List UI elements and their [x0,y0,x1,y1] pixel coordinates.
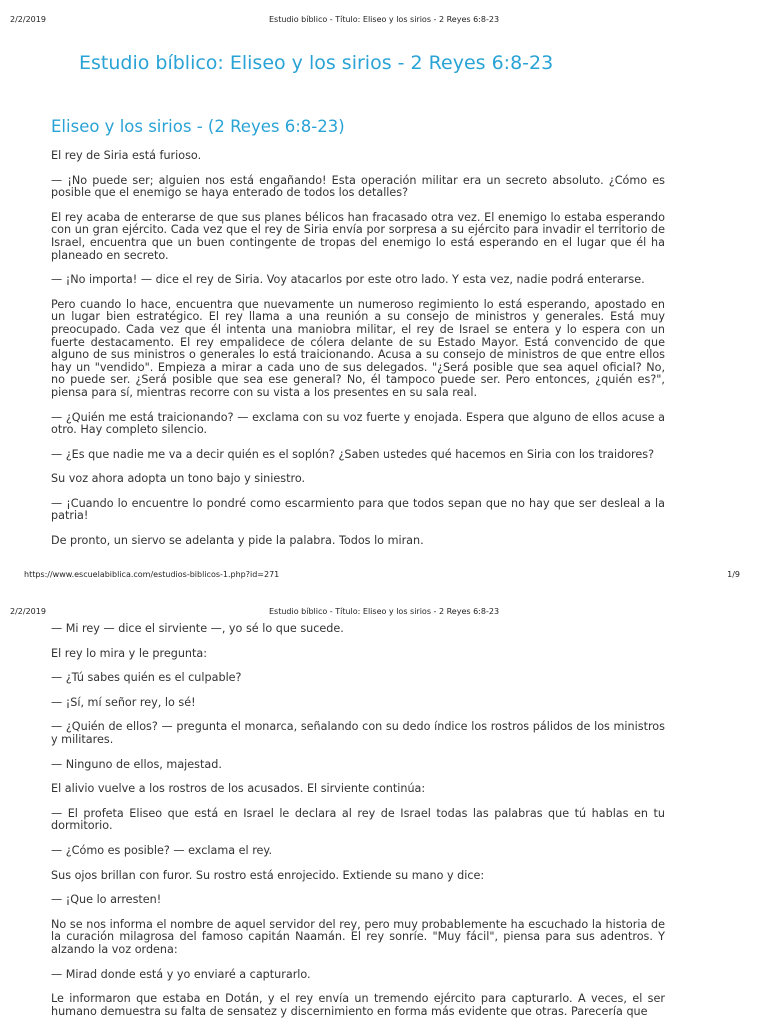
paragraph: El rey de Siria está furioso. [51,149,202,162]
paragraph: — Ninguno de ellos, majestad. [51,757,222,771]
paragraph: — El profeta Eliseo que está en Israel le declara al rey de Israel todas las palabras que tú hablas en tu dormitorio. [51,806,665,833]
paragraph: — ¡Sí, mí señor rey, lo sé! [51,695,196,709]
paragraph: El rey acaba de enterarse de que sus planes bélicos han fracasado otra vez. El enemigo lo estaba esperando con un gran ejército. Cada vez que el rey de Siria envía por sorpresa a su ejército para invadir el territorio de Israel, encuentra que un buen contingente de tropas del enemigo lo está esperando en el lugar que él ha planeado en secreto. [51,210,665,262]
paragraph: De pronto, un siervo se adelanta y pide la palabra. Todos lo miran. [51,534,424,548]
paragraph: — ¿Quién de ellos? — pregunta el monarca, señalando con su dedo índice los rostros pálidos de los ministros y militares. [51,720,665,746]
paragraph: El rey lo mira y le pregunta: [51,646,208,660]
article-body-page1 [51,150,665,560]
article-body-page2 [51,623,665,1030]
paragraph: — ¡Cuando lo encuentre lo pondré como escarmiento para que todos sepan que no hay que ser desleal a la patria! [51,496,665,523]
page1-header [0,15,768,29]
paragraph: Pero cuando lo hace, encuentra que nuevamente un numeroso regimiento lo está esperando, apostado en un lugar bien estratégico. El rey llama a una reunión a su consejo de ministros y generales. Está muy preocupado. Cada vez que él intenta una maniobra militar, el rey de Israel se entera y lo espera con un fuerte destacamento. El rey empalidece de cólera delante de su Estado Mayor. Está convencido de que alguno de sus ministros o generales lo está traicionando. Acusa a su consejo de ministros de que entre ellos hay un "vendido". Empieza a mirar a cada uno de sus delegados. "¿Será posible que sea aquel oficial? No, no puede ser. ¿Será posible que sea ese general? No, él tampoco puede ser. Pero entonces, ¿quién es?", piensa para sí, mientras recorre con su vista a los presentes en su sala real. [51,297,665,399]
page-number: 1/9 [727,570,740,579]
page-title: Estudio bíblico: Eliseo y los sirios - 2 Reyes 6:8-23 [79,52,554,74]
paragraph: — ¿Cómo es posible? — exclama el rey. [51,843,273,857]
paragraph: Sus ojos brillan con furor. Su rostro está enrojecido. Extiende su mano y dice: [51,868,485,882]
paragraph: No se nos informa el nombre de aquel servidor del rey, pero muy probablemente ha escuchado la historia de la curación milagrosa del famoso capitán Naamán. El rey sonríe. "Muy fácil", piensa para sus adentros. Y alzando la voz ordena: [51,917,665,956]
print-title: Estudio bíblico - Título: Eliseo y los sirios - 2 Reyes 6:8-23 [268,15,500,24]
paragraph: — Mi rey — dice el sirviente —, yo sé lo que sucede. [51,622,344,635]
print-date: 2/2/2019 [10,15,46,24]
paragraph: — ¿Quién me está traicionando? — exclama con su voz fuerte y enojada. Espera que alguno de ellos acuse a otro. Hay completo silencio. [51,410,665,437]
section-title: Eliseo y los sirios - (2 Reyes 6:8-23) [51,117,345,136]
paragraph: — ¡Que lo arresten! [51,893,162,907]
paragraph: — ¡No importa! — dice el rey de Siria. Voy atacarlos por este otro lado. Y esta vez, nadie podrá enterarse. [51,273,645,287]
page1-footer [0,570,768,584]
print-date: 2/2/2019 [10,607,46,616]
print-title: Estudio bíblico - Título: Eliseo y los sirios - 2 Reyes 6:8-23 [268,607,500,616]
paragraph: — Mirad donde está y yo enviaré a capturarlo. [51,967,311,981]
paragraph: — ¡No puede ser; alguien nos está engañando! Esta operación militar era un secreto absoluto. ¿Cómo es posible que el enemigo se haya enterado de todos los detalles? [51,173,665,200]
page-url-link[interactable]: https://www.escuelabiblica.com/estudios-biblicos-1.php?id=271 [24,570,280,579]
paragraph: — ¿Es que nadie me va a decir quién es el soplón? ¿Saben ustedes qué hacemos en Siria con los traidores? [51,447,655,461]
paragraph: Su voz ahora adopta un tono bajo y siniestro. [51,472,306,486]
paragraph: — ¿Tú sabes quién es el culpable? [51,671,242,685]
paragraph: El alivio vuelve a los rostros de los acusados. El sirviente continúa: [51,782,426,796]
paragraph: Le informaron que estaba en Dotán, y el rey envía un tremendo ejército para capturarlo. A veces, el ser humano demuestra su falta de sensatez y discernimiento en forma más evidente que otras. Parecería que [51,992,665,1018]
page2-header [0,607,768,621]
